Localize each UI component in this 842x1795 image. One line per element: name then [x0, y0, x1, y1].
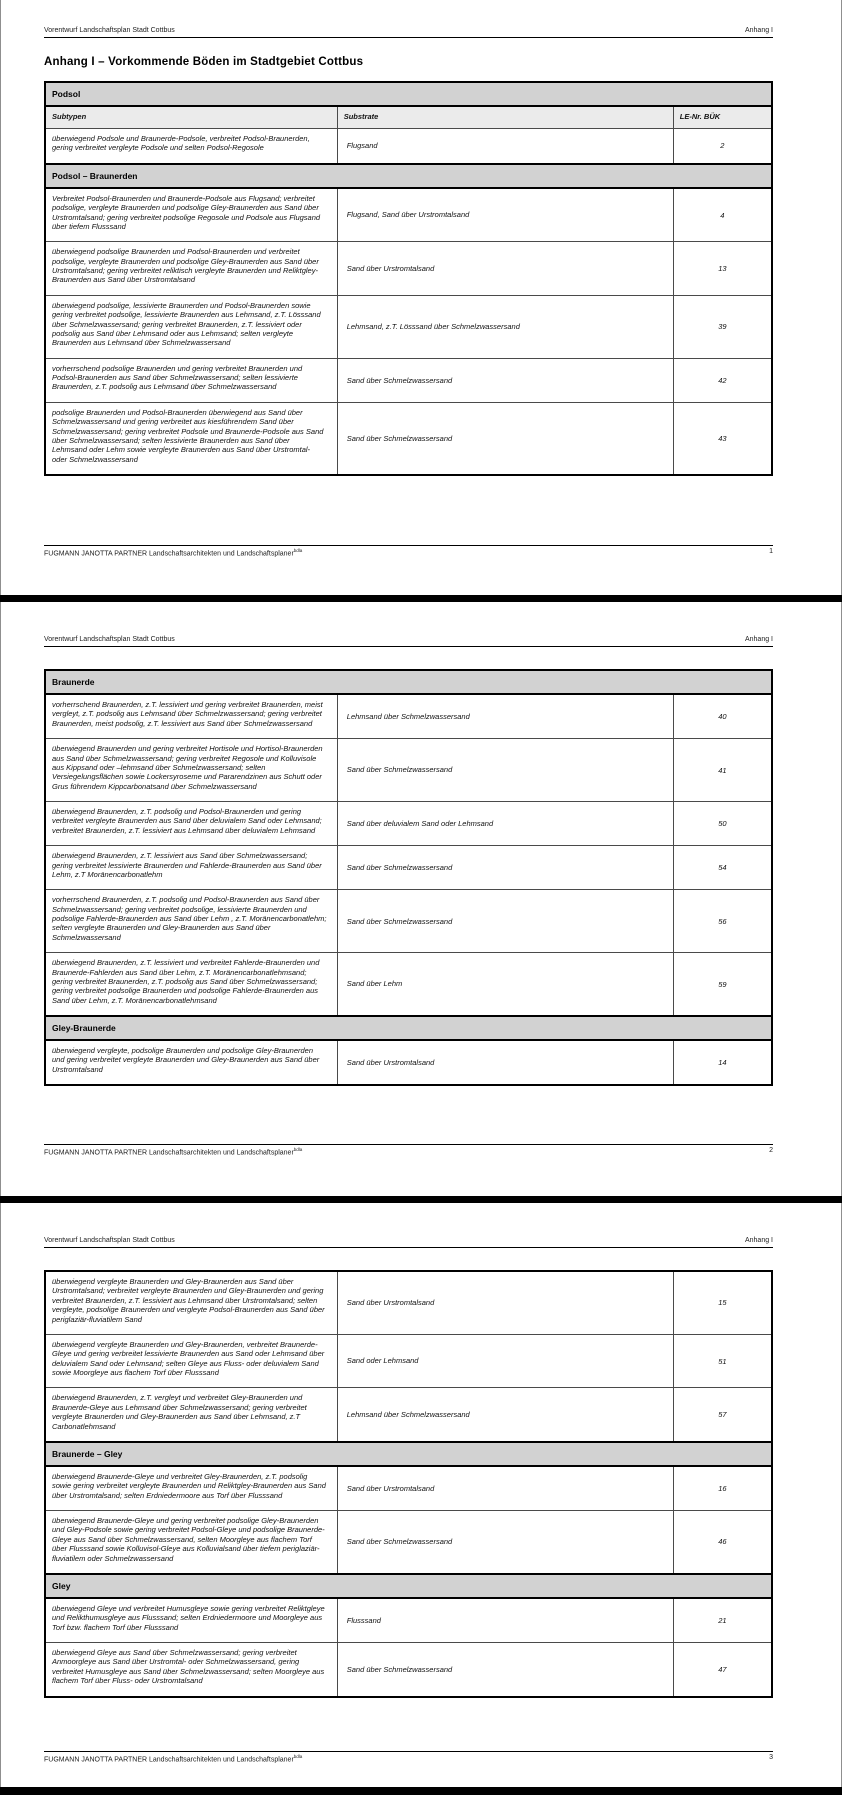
document-title: Anhang I – Vorkommende Böden im Stadtgebiet Cottbus	[44, 56, 364, 68]
cell-le-nr: 59	[673, 953, 772, 1016]
cell-le-nr: 50	[673, 802, 772, 846]
page-number: 1	[769, 548, 773, 555]
cell-substrate: Sand über Urstromtalsand	[337, 1466, 673, 1511]
running-header	[44, 602, 773, 647]
cell-le-nr: 13	[673, 242, 772, 296]
cell-le-nr: 16	[673, 1466, 772, 1511]
section-label: Gley	[45, 1574, 772, 1598]
section-label: Gley-Braunerde	[45, 1016, 772, 1040]
cell-subtypen: überwiegend vergleyte, podsolige Braunerden und podsolige Gley-Braunerden und gering verbreitet vergleyte Braunerden und Gley-Braunerden aus Sand über Urstromtalsand	[45, 1040, 337, 1085]
table-row	[45, 188, 772, 242]
running-header-right: Anhang I	[744, 1237, 773, 1244]
page-separator-bar	[0, 1196, 842, 1203]
cell-substrate: Flusssand	[337, 1598, 673, 1643]
page-2	[0, 602, 842, 1196]
footer-org: FUGMANN JANOTTA PARTNER	[44, 1756, 148, 1764]
column-header-subtypen: Subtypen	[45, 106, 337, 129]
footer-role: Landschaftsarchitekten und Landschaftsplaner	[147, 550, 294, 558]
cell-substrate: Lehmsand, z.T. Lösssand über Schmelzwassersand	[337, 295, 673, 358]
footer-credit	[44, 1754, 302, 1763]
cell-substrate: Sand über Schmelzwassersand	[337, 358, 673, 402]
table-row	[45, 358, 772, 402]
section-row	[45, 1016, 772, 1040]
cell-subtypen: überwiegend Braunerde-Gleye und verbreitet Gley-Braunerden, z.T. podsolig sowie gering verbreitet vergleyte Braunerden und Reliktgley-Braunerden aus Sand über Urstromtalsand; selten Erdniedermoore aus Torf über Flusssand	[45, 1466, 337, 1511]
table-row	[45, 1388, 772, 1442]
footer-org: FUGMANN JANOTTA PARTNER	[44, 550, 148, 558]
page-footer	[44, 1751, 773, 1763]
section-row	[45, 1442, 772, 1466]
cell-le-nr: 41	[673, 739, 772, 802]
cell-le-nr: 56	[673, 890, 772, 953]
cell-substrate: Sand über deluvialem Sand oder Lehmsand	[337, 802, 673, 846]
running-header-left: Vorentwurf Landschaftsplan Stadt Cottbus	[44, 27, 175, 34]
cell-le-nr: 54	[673, 846, 772, 890]
soil-table	[44, 81, 773, 476]
section-row	[45, 82, 772, 106]
section-label: Podsol	[45, 82, 772, 106]
running-header	[44, 0, 773, 38]
cell-substrate: Sand über Schmelzwassersand	[337, 1511, 673, 1574]
soil-table	[44, 1270, 773, 1698]
cell-subtypen: überwiegend Gleye und verbreitet Humusgleye sowie gering verbreitet Reliktgleye und Relikthumusgleye aus Flusssand; selten Erdniedermoore und Moorgleye aus Torf bzw. flachem Torf über Flusssand	[45, 1598, 337, 1643]
cell-substrate: Flugsand, Sand über Urstromtalsand	[337, 188, 673, 242]
cell-le-nr: 43	[673, 402, 772, 475]
footer-sup: bdla	[293, 1147, 303, 1152]
footer-credit	[44, 1147, 302, 1156]
table-row	[45, 295, 772, 358]
table-row	[45, 402, 772, 475]
cell-subtypen: überwiegend Braunerden und gering verbreitet Hortisole und Hortisol-Braunerden aus Sand über Schmelzwassersand; gering verbreitet Regosole und Kolluvisole aus Kippsand oder –lehmsand über Schmelzwassersand; selten Versiegelungsflächen sowie Lockersyroseme und Pararendzinen aus Schutt oder Grus führendem Kippcarbonatsand über Schmelzwassersand	[45, 739, 337, 802]
running-header-left: Vorentwurf Landschaftsplan Stadt Cottbus	[44, 1237, 175, 1244]
cell-le-nr: 2	[673, 129, 772, 164]
cell-le-nr: 39	[673, 295, 772, 358]
cell-le-nr: 21	[673, 1598, 772, 1643]
cell-subtypen: überwiegend Braunerden, z.T. vergleyt und verbreitet Gley-Braunerden und Braunerde-Gleye aus Lehmsand über Schmelzwassersand; gering verbreitet vergleyte Braunerden und Gley-Braunerden aus Sand über Lehmsand, z.T Carbonatlehmsand	[45, 1388, 337, 1442]
running-header-right: Anhang I	[744, 27, 773, 34]
running-header-left: Vorentwurf Landschaftsplan Stadt Cottbus	[44, 636, 175, 643]
page-1	[0, 0, 842, 595]
cell-le-nr: 46	[673, 1511, 772, 1574]
table-row	[45, 1511, 772, 1574]
section-label: Braunerde	[45, 670, 772, 694]
footer-sup: bdla	[293, 548, 303, 553]
cell-subtypen: überwiegend Braunerden, z.T. lessiviert und verbreitet Fahlerde-Braunerden und Braunerde-Fahlerden aus Sand über Lehm, z.T. Moränencarbonatlehmsand; gering verbreitet Braunerden, z.T. podsolig aus Sand über Schmelzwassersand; gering verbreitet podsolige Braunerden und podsolige Fahlerde-Braunerden aus Sand über Lehm, z.T. Moränencarbonatlehmsand	[45, 953, 337, 1016]
cell-substrate: Sand über Lehm	[337, 953, 673, 1016]
footer-role: Landschaftsarchitekten und Landschaftsplaner	[147, 1149, 294, 1157]
cell-substrate: Lehmsand über Schmelzwassersand	[337, 694, 673, 739]
section-row	[45, 1574, 772, 1598]
footer-sup: bdla	[293, 1754, 303, 1759]
cell-le-nr: 47	[673, 1643, 772, 1697]
cell-subtypen: podsolige Braunerden und Podsol-Braunerden überwiegend aus Sand über Schmelzwassersand und gering verbreitet aus kiesführendem Sand über Schmelzwassersand; gering verbreitet Podsole und Braunerde-Podsole aus Sand über Schmelzwassersand; selten lessivierte Braunerden aus Sand über Lehmsand oder Lehm sowie vergleyte Braunerden aus Sand über Urstromtal- oder Schmelzwassersand	[45, 402, 337, 475]
cell-substrate: Sand über Schmelzwassersand	[337, 402, 673, 475]
cell-substrate: Sand über Schmelzwassersand	[337, 846, 673, 890]
table-row	[45, 802, 772, 846]
footer-org: FUGMANN JANOTTA PARTNER	[44, 1149, 148, 1157]
cell-substrate: Sand über Schmelzwassersand	[337, 739, 673, 802]
table-row	[45, 739, 772, 802]
cell-le-nr: 14	[673, 1040, 772, 1085]
table-row	[45, 1466, 772, 1511]
page-footer	[44, 545, 773, 557]
cell-substrate: Sand über Urstromtalsand	[337, 242, 673, 296]
cell-le-nr: 51	[673, 1334, 772, 1388]
footer-credit	[44, 548, 302, 557]
cell-le-nr: 40	[673, 694, 772, 739]
cell-subtypen: überwiegend podsolige Braunerden und Podsol-Braunerden und verbreitet podsolige, vergleyte Braunerden und podsolige Gley-Braunerden aus Sand über Urstromtalsand; gering verbreitet reliktisch vergleyte Braunerden und Reliktgley-Braunerden aus Sand über Urstromtalsand	[45, 242, 337, 296]
cell-le-nr: 4	[673, 188, 772, 242]
cell-subtypen: überwiegend Gleye aus Sand über Schmelzwassersand; gering verbreitet Anmoorgleye aus Sand über Urstromtal- oder Schmelzwassersand, gering verbreitet Humusgleye aus Sand über Schmelzwassersand; selten Moorgleye aus flachem Torf über Fluss- oder Urstromtalsand	[45, 1643, 337, 1697]
cell-le-nr: 57	[673, 1388, 772, 1442]
section-label: Braunerde – Gley	[45, 1442, 772, 1466]
page-separator-bar	[0, 595, 842, 602]
page-number: 2	[769, 1147, 773, 1154]
page-3	[0, 1203, 842, 1787]
cell-subtypen: überwiegend Braunerde-Gleye und gering verbreitet podsolige Gley-Braunerden und Gley-Podsole sowie gering verbreitet Podsol-Gleye und podsolige Braunerde-Gleye aus Sand über Schmelzwassersand, selten Moorgleye aus flachem Torf über Flusssand sowie Kolluvisol-Gleye aus Kolluvialsand über tiefem periglaziär-fluviatilem oder Schmelzwassersand	[45, 1511, 337, 1574]
cell-substrate: Flugsand	[337, 129, 673, 164]
cell-substrate: Sand über Urstromtalsand	[337, 1040, 673, 1085]
cell-subtypen: überwiegend vergleyte Braunerden und Gley-Braunerden aus Sand über Urstromtalsand; verbreitet vergleyte Braunerden und Gley-Braunerden und gering verbreitet Braunerden, z.T. lessiviert aus Lehmsand über Urstromtalsand; selten vergleyte, podsolige Braunerden und vergleyte Podsol-Braunerden aus Sand über periglaziär-fluviatilem Sand	[45, 1271, 337, 1334]
section-row	[45, 670, 772, 694]
cell-subtypen: überwiegend vergleyte Braunerden und Gley-Braunerden, verbreitet Braunerde-Gleye und gering verbreitet lessivierte Braunerden aus Sand oder Lehmsand über deluvialem Sand oder Lehmsand; selten Gleye aus Fluss- oder deluvialem Sand sowie Moorgleye aus flachem Torf über Flusssand	[45, 1334, 337, 1388]
cell-subtypen: vorherrschend Braunerden, z.T. lessiviert und gering verbreitet Braunerden, meist vergleyt, z.T. podsolig aus Lehmsand über Schmelzwassersand; gering verbreitet Braunerden, meist podsolig, z.T. lessiviert aus Sand über Schmelzwassersand	[45, 694, 337, 739]
cell-substrate: Sand über Urstromtalsand	[337, 1271, 673, 1334]
cell-subtypen: überwiegend Braunerden, z.T. lessiviert aus Sand über Schmelzwassersand; gering verbreitet lessivierte Braunerden und Fahlerde-Braunerden aus Sand über Lehm, z.T Moränencarbonatlehm	[45, 846, 337, 890]
running-header	[44, 1203, 773, 1248]
cell-substrate: Sand oder Lehmsand	[337, 1334, 673, 1388]
cell-substrate: Sand über Schmelzwassersand	[337, 1643, 673, 1697]
cell-subtypen: überwiegend Podsole und Braunerde-Podsole, verbreitet Podsol-Braunerden, gering verbreitet vergleyte Podsole und selten Podsol-Regosole	[45, 129, 337, 164]
table-row	[45, 953, 772, 1016]
section-label: Podsol – Braunerden	[45, 164, 772, 188]
cell-subtypen: überwiegend podsolige, lessivierte Braunerden und Podsol-Braunerden sowie gering verbreitet podsolige, lessivierte Braunerden aus Lehmsand, z.T. Lösssand über Schmelzwassersand; gering verbreitet Braunerden, z.T. lessiviert oder podsolig aus Sand über Lehmsand oder aus Lehmsand; selten vergleyte Braunerden aus Lehmsand über Schmelzwassersand	[45, 295, 337, 358]
soil-table	[44, 669, 773, 1086]
cell-subtypen: Verbreitet Podsol-Braunerden und Braunerde-Podsole aus Flugsand; verbreitet podsolige, vergleyte Braunerden und podsolige Gley-Braunerden aus Sand über Urstromtalsand; gering verbreitet podsolige Regosole und Podsole aus Flugsand über tiefem Flusssand	[45, 188, 337, 242]
cell-subtypen: überwiegend Braunerden, z.T. podsolig und Podsol-Braunerden und gering verbreitet vergleyte Braunerden aus Sand über deluvialem Sand oder Lehmsand; verbreitet Braunerden, z.T. lessiviert aus Lehmsand über deluvialem Lehmsand	[45, 802, 337, 846]
table-row	[45, 1040, 772, 1085]
section-row	[45, 164, 772, 188]
table-row	[45, 1334, 772, 1388]
column-header-row	[45, 106, 772, 129]
table-row	[45, 1271, 772, 1334]
column-header-le-nr: LE-Nr. BÜK	[673, 106, 772, 129]
cell-subtypen: vorherrschend podsolige Braunerden und gering verbreitet Braunerden und Podsol-Braunerden aus Sand über Schmelzwassersand; selten lessivierte Braunerden, z.T. podsolig aus Lehmsand über Schmelzwassersand	[45, 358, 337, 402]
column-header-substrate: Substrate	[337, 106, 673, 129]
cell-le-nr: 15	[673, 1271, 772, 1334]
table-row	[45, 1598, 772, 1643]
table-row	[45, 242, 772, 296]
page-separator-bar	[0, 1787, 842, 1795]
cell-substrate: Sand über Schmelzwassersand	[337, 890, 673, 953]
cell-le-nr: 42	[673, 358, 772, 402]
running-header-right: Anhang I	[744, 636, 773, 643]
cell-substrate: Lehmsand über Schmelzwassersand	[337, 1388, 673, 1442]
cell-subtypen: vorherrschend Braunerden, z.T. podsolig und Podsol-Braunerden aus Sand über Schmelzwassersand; gering verbreitet podsolige, lessivierte Braunerden und podsolige Fahlerde-Braunerden aus Sand über Lehm , z.T. Moränencarbonatlehm; selten vergleyte Braunerden und Gley-Braunerden aus Sand über Schmelzwassersand	[45, 890, 337, 953]
table-row	[45, 846, 772, 890]
table-row	[45, 890, 772, 953]
table-row	[45, 1643, 772, 1697]
footer-role: Landschaftsarchitekten und Landschaftsplaner	[147, 1756, 294, 1764]
table-row	[45, 694, 772, 739]
table-row	[45, 129, 772, 164]
page-number: 3	[769, 1754, 773, 1761]
page-footer	[44, 1144, 773, 1156]
